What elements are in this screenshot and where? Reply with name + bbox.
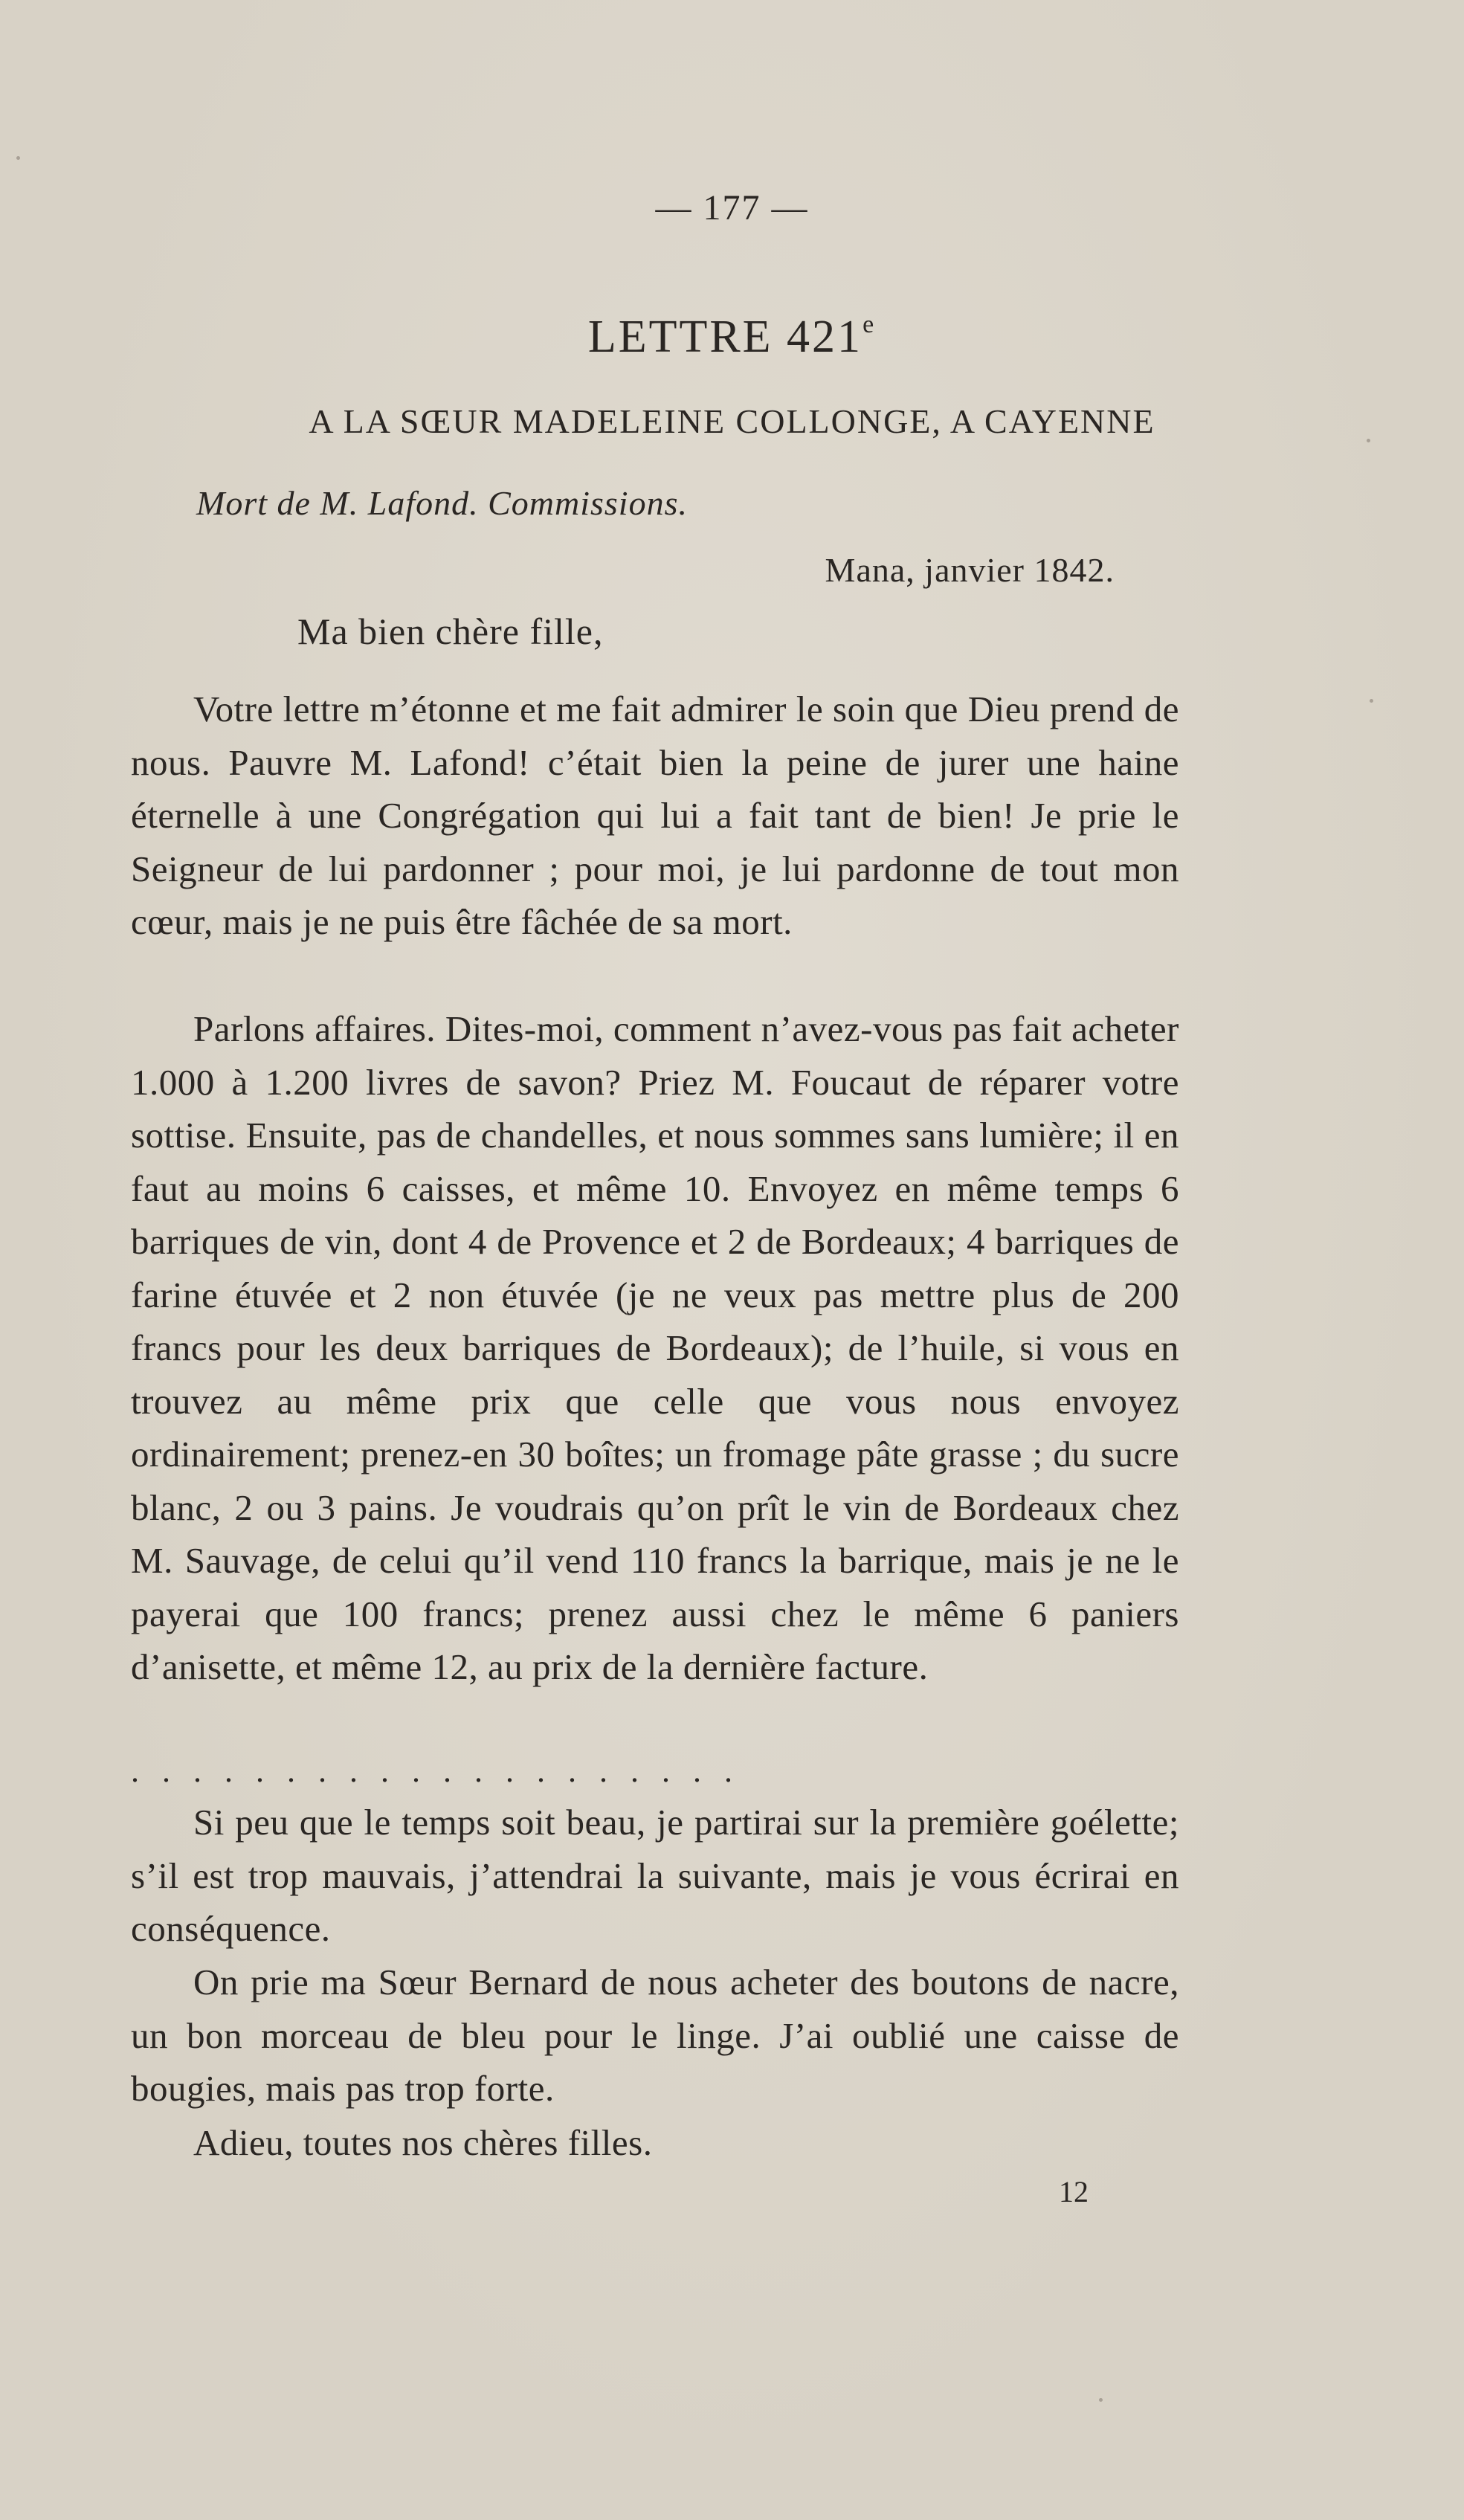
paper-speck xyxy=(1370,699,1373,703)
body-paragraph: Adieu, toutes nos chères filles. xyxy=(193,2122,653,2163)
paragraph-block-1 xyxy=(131,683,1179,949)
body-paragraph: Parlons affaires. Dites-moi, comment n’avez-vous pas fait acheter 1.000 à 1.200 livres de savon? Priez M. Foucaut de réparer votre sottise. Ensuite, pas de chandelles, et nous sommes sans lumière; il en faut au moins 6 caisses, et même 10. Envoyez en même temps 6 barriques de vin, dont 4 de Provence et 2 de Bordeaux; 4 barriques de farine étuvée et 2 non étuvée (je ne veux pas mettre plus de 200 francs pour les deux barriques de Bordeaux); de l’huile, si vous en trouvez au même prix que celle que vous nous envoyez ordinairement; prenez-en 30 boîtes; un fromage pâte grasse ; du sucre blanc, 2 ou 3 pains. Je voudrais qu’on prît le vin de Bordeaux chez M. Sauvage, de celui qu’il vend 110 francs la barrique, mais je ne le payerai que 100 francs; prenez aussi chez le même 6 paniers d’anisette, et même 12, au prix de la dernière facture. xyxy=(131,1008,1179,1687)
body-paragraph: Si peu que le temps soit beau, je partirai sur la première goélette; s’il est trop mauvais, j’attendrai la suivante, mais je vous écrirai en conséquence. xyxy=(131,1802,1179,1949)
paragraph-block-3 xyxy=(131,1796,1179,1956)
body-paragraph: Votre lettre m’étonne et me fait admirer le soin que Dieu prend de nous. Pauvre M. Lafond! c’était bien la peine de jurer une haine éternelle à une Congrégation qui lui a fait tant de bien! Je prie le Seigneur de lui pardonner ; pour moi, je lui pardonne de tout mon cœur, mais je ne puis être fâchée de sa mort. xyxy=(131,689,1179,942)
letter-title-superscript: e xyxy=(862,311,877,338)
letter-addressee: A LA SŒUR MADELEINE COLLONGE, A CAYENNE xyxy=(309,402,1155,440)
paragraph-block-4 xyxy=(131,1956,1179,2115)
letter-dateline: Mana, janvier 1842. xyxy=(825,551,1115,589)
paper-speck xyxy=(16,156,20,160)
letter-title-text: LETTRE 421 xyxy=(587,312,863,362)
paragraph-block-2 xyxy=(131,1002,1179,1694)
paragraph-block-5 xyxy=(131,2116,1179,2170)
signature-mark: 12 xyxy=(1059,2175,1089,2208)
page-number-header: — 177 — xyxy=(655,188,809,228)
body-paragraph: On prie ma Sœur Bernard de nous acheter des boutons de nacre, un bon morceau de bleu pour le linge. J’ai oublié une caisse de bougies, mais pas trop forte. xyxy=(131,1962,1179,2109)
paper-speck xyxy=(1367,439,1370,442)
paper-speck xyxy=(1099,2398,1103,2402)
letter-title xyxy=(0,311,1464,364)
letter-summary: Mort de M. Lafond. Commissions. xyxy=(196,484,688,522)
omission-dots: .................... xyxy=(131,1753,755,1789)
letter-salutation: Ma bien chère fille, xyxy=(297,610,604,652)
